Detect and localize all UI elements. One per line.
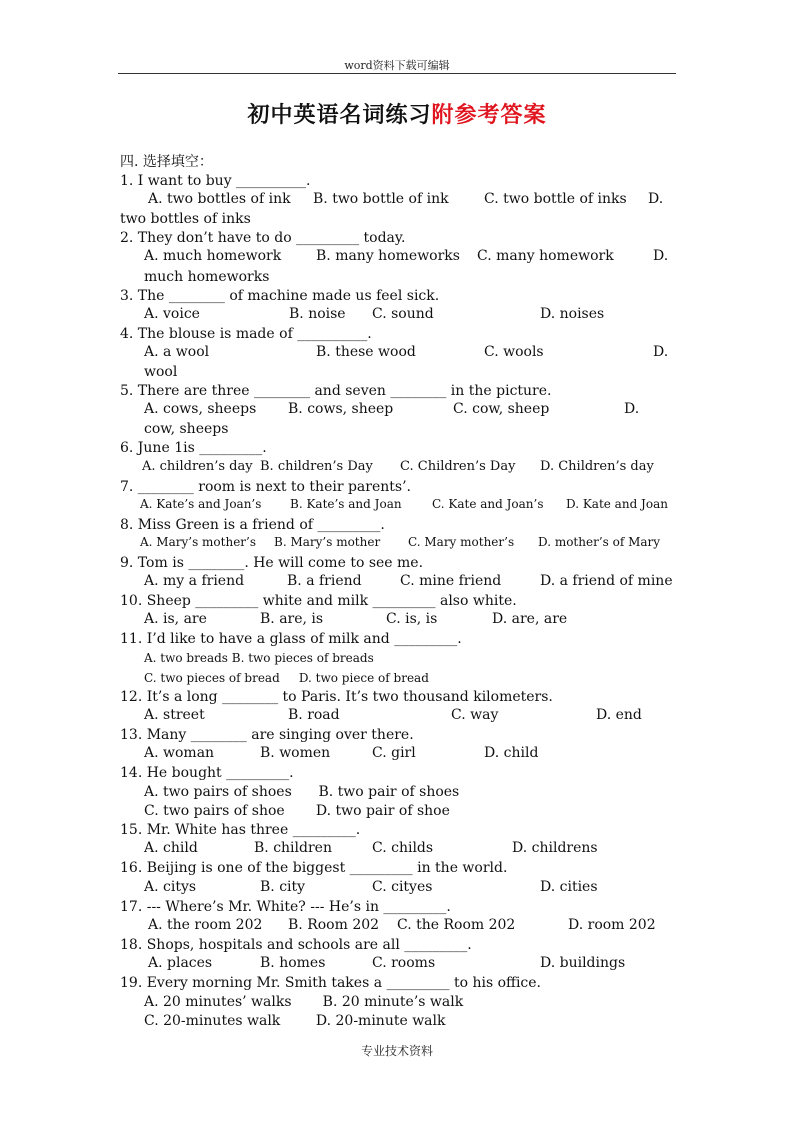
option-b: B. two bottle of ink	[313, 191, 449, 208]
question-stem: 16. Beijing is one of the biggest _________ in the world.	[120, 860, 508, 877]
option-a: A. is, are	[144, 611, 207, 628]
option-continuation: cow, sheeps	[144, 421, 229, 438]
option-d: D. noises	[540, 305, 605, 322]
option-b: B. a friend	[287, 573, 362, 590]
option-d: D. buildings	[540, 954, 626, 971]
option-b: B. noise	[289, 305, 346, 322]
option-continuation: two bottles of inks	[120, 211, 251, 228]
question-stem: 6. June 1is _________.	[120, 440, 267, 457]
option-a: A. citys	[144, 878, 197, 895]
option-line: C. two pieces of bread D. two piece of bread	[144, 670, 429, 685]
option-a: A. a wool	[144, 343, 210, 360]
question-stem: 15. Mr. White has three _________.	[120, 822, 361, 839]
question-stem: 10. Sheep _________ white and milk _________ also white.	[120, 593, 517, 610]
option-b: B. children’s Day	[260, 458, 373, 474]
option-b: B. Mary’s mother	[274, 534, 381, 549]
question-options	[120, 879, 680, 898]
option-d: D.	[648, 191, 664, 208]
option-c: C. Kate and Joan’s	[432, 496, 544, 511]
option-d: D. childrens	[512, 840, 598, 857]
question-options	[120, 955, 680, 974]
option-continuation: wool	[144, 364, 178, 381]
option-a: A. two bottles of ink	[148, 191, 291, 208]
question-options	[120, 535, 680, 554]
option-a: A. places	[148, 954, 213, 971]
option-a: A. voice	[144, 305, 200, 322]
question-stem: 13. Many ________ are singing over there.	[120, 726, 414, 743]
option-a: A. the room 202	[148, 916, 263, 933]
option-d: D. are, are	[492, 611, 568, 628]
question-stem: 3. The ________ of machine made us feel sick.	[120, 287, 440, 304]
page-header: word资料下载可编辑	[344, 59, 450, 72]
option-d: D. Kate and Joan	[566, 496, 668, 511]
option-c: C. sound	[372, 305, 434, 322]
question-options	[120, 745, 680, 764]
option-c: C. many homework	[477, 248, 614, 265]
option-d: D. cities	[540, 878, 598, 895]
option-b: B. women	[260, 744, 331, 761]
option-c: C. girl	[372, 744, 416, 761]
question-stem: 4. The blouse is made of __________.	[120, 325, 372, 342]
question-stem: 1. I want to buy __________.	[120, 173, 311, 190]
option-a: A. my a friend	[144, 573, 245, 590]
option-a: A. much homework	[144, 248, 282, 265]
option-b: B. are, is	[260, 611, 324, 628]
option-line: A. two breads B. two pieces of breads	[144, 651, 374, 666]
option-c: C. two bottle of inks	[484, 191, 627, 208]
question-stem: 14. He bought _________.	[120, 765, 294, 781]
question-options	[120, 344, 680, 363]
option-d: D. Children’s day	[540, 458, 654, 474]
question-options	[120, 459, 680, 478]
document-title	[0, 98, 794, 129]
question-options	[120, 611, 680, 630]
option-b: B. road	[288, 706, 340, 723]
question-stem: 17. --- Where’s Mr. White? --- He’s in _________.	[120, 898, 451, 915]
option-c: C. wools	[484, 343, 544, 360]
option-line: C. 20-minutes walk D. 20-minute walk	[144, 1013, 446, 1030]
option-b: B. Room 202	[288, 916, 380, 933]
option-c: C. cow, sheep	[453, 401, 550, 418]
question-stem: 19. Every morning Mr. Smith takes a _________ to his office.	[120, 975, 542, 992]
question-options	[120, 248, 680, 267]
option-c: C. is, is	[386, 611, 438, 628]
option-a: A. children’s day	[142, 458, 253, 474]
option-b: B. cows, sheep	[288, 401, 394, 418]
header-rule	[118, 73, 676, 74]
section-heading: 四. 选择填空：	[120, 154, 213, 170]
question-stem: 7. ________ room is next to their parents’.	[120, 478, 411, 495]
option-c: C. cityes	[372, 878, 433, 895]
question-stem: 11. I’d like to have a glass of milk and _________.	[120, 631, 462, 648]
option-c: C. mine friend	[400, 573, 502, 590]
option-c: C. way	[451, 706, 499, 723]
option-b: B. these wood	[316, 343, 416, 360]
option-b: B. children	[254, 840, 332, 857]
option-a: A. Mary’s mother’s	[140, 534, 257, 549]
question-stem: 9. Tom is ________. He will come to see me.	[120, 554, 424, 571]
option-b: B. homes	[260, 954, 326, 971]
option-b: B. Kate’s and Joan	[290, 496, 402, 511]
option-d: D.	[624, 401, 640, 418]
option-a: A. Kate’s and Joan’s	[140, 496, 262, 511]
question-stem: 2. They don’t have to do _________ today.	[120, 230, 406, 247]
option-d: D. a friend of mine	[540, 573, 673, 590]
option-d: D.	[653, 248, 669, 265]
question-options	[120, 573, 680, 592]
option-a: A. street	[144, 706, 205, 723]
option-line: A. two pairs of shoes B. two pair of shoes	[144, 784, 460, 801]
option-c: C. rooms	[372, 954, 436, 971]
title-answer-note: 附参考答案	[431, 102, 547, 128]
option-continuation: much homeworks	[144, 268, 270, 285]
page-footer: 专业技术资料	[360, 1044, 433, 1058]
question-options	[120, 306, 680, 325]
question-stem: 18. Shops, hospitals and schools are all _________.	[120, 936, 472, 953]
option-c: C. Children’s Day	[400, 458, 516, 474]
option-b: B. city	[260, 878, 306, 895]
exercise-content	[120, 153, 680, 1031]
option-line: C. two pairs of shoe D. two pair of shoe	[144, 803, 450, 820]
option-c: C. the Room 202	[397, 916, 516, 933]
question-stem: 12. It’s a long ________ to Paris. It’s two thousand kilometers.	[120, 688, 553, 705]
question-options	[120, 191, 680, 210]
question-options	[120, 707, 680, 726]
option-line: A. 20 minutes’ walks B. 20 minute’s walk	[144, 994, 464, 1011]
title-main: 初中英语名词练习	[247, 102, 432, 128]
question-stem: 8. Miss Green is a friend of _________.	[120, 516, 385, 533]
option-a: A. child	[144, 840, 198, 857]
option-d: D. child	[484, 744, 539, 761]
option-b: B. many homeworks	[316, 248, 460, 265]
question-options	[120, 840, 680, 859]
option-c: C. childs	[372, 840, 434, 857]
question-options	[120, 917, 680, 936]
option-d: D. end	[596, 706, 642, 723]
option-a: A. woman	[144, 744, 215, 761]
option-a: A. cows, sheeps	[144, 401, 257, 418]
question-options	[120, 497, 680, 516]
option-d: D.	[653, 343, 669, 360]
option-c: C. Mary mother’s	[408, 534, 515, 549]
question-options	[120, 401, 680, 420]
question-stem: 5. There are three ________ and seven ________ in the picture.	[120, 383, 552, 400]
option-d: D. mother’s of Mary	[538, 534, 661, 549]
option-d: D. room 202	[568, 916, 656, 933]
